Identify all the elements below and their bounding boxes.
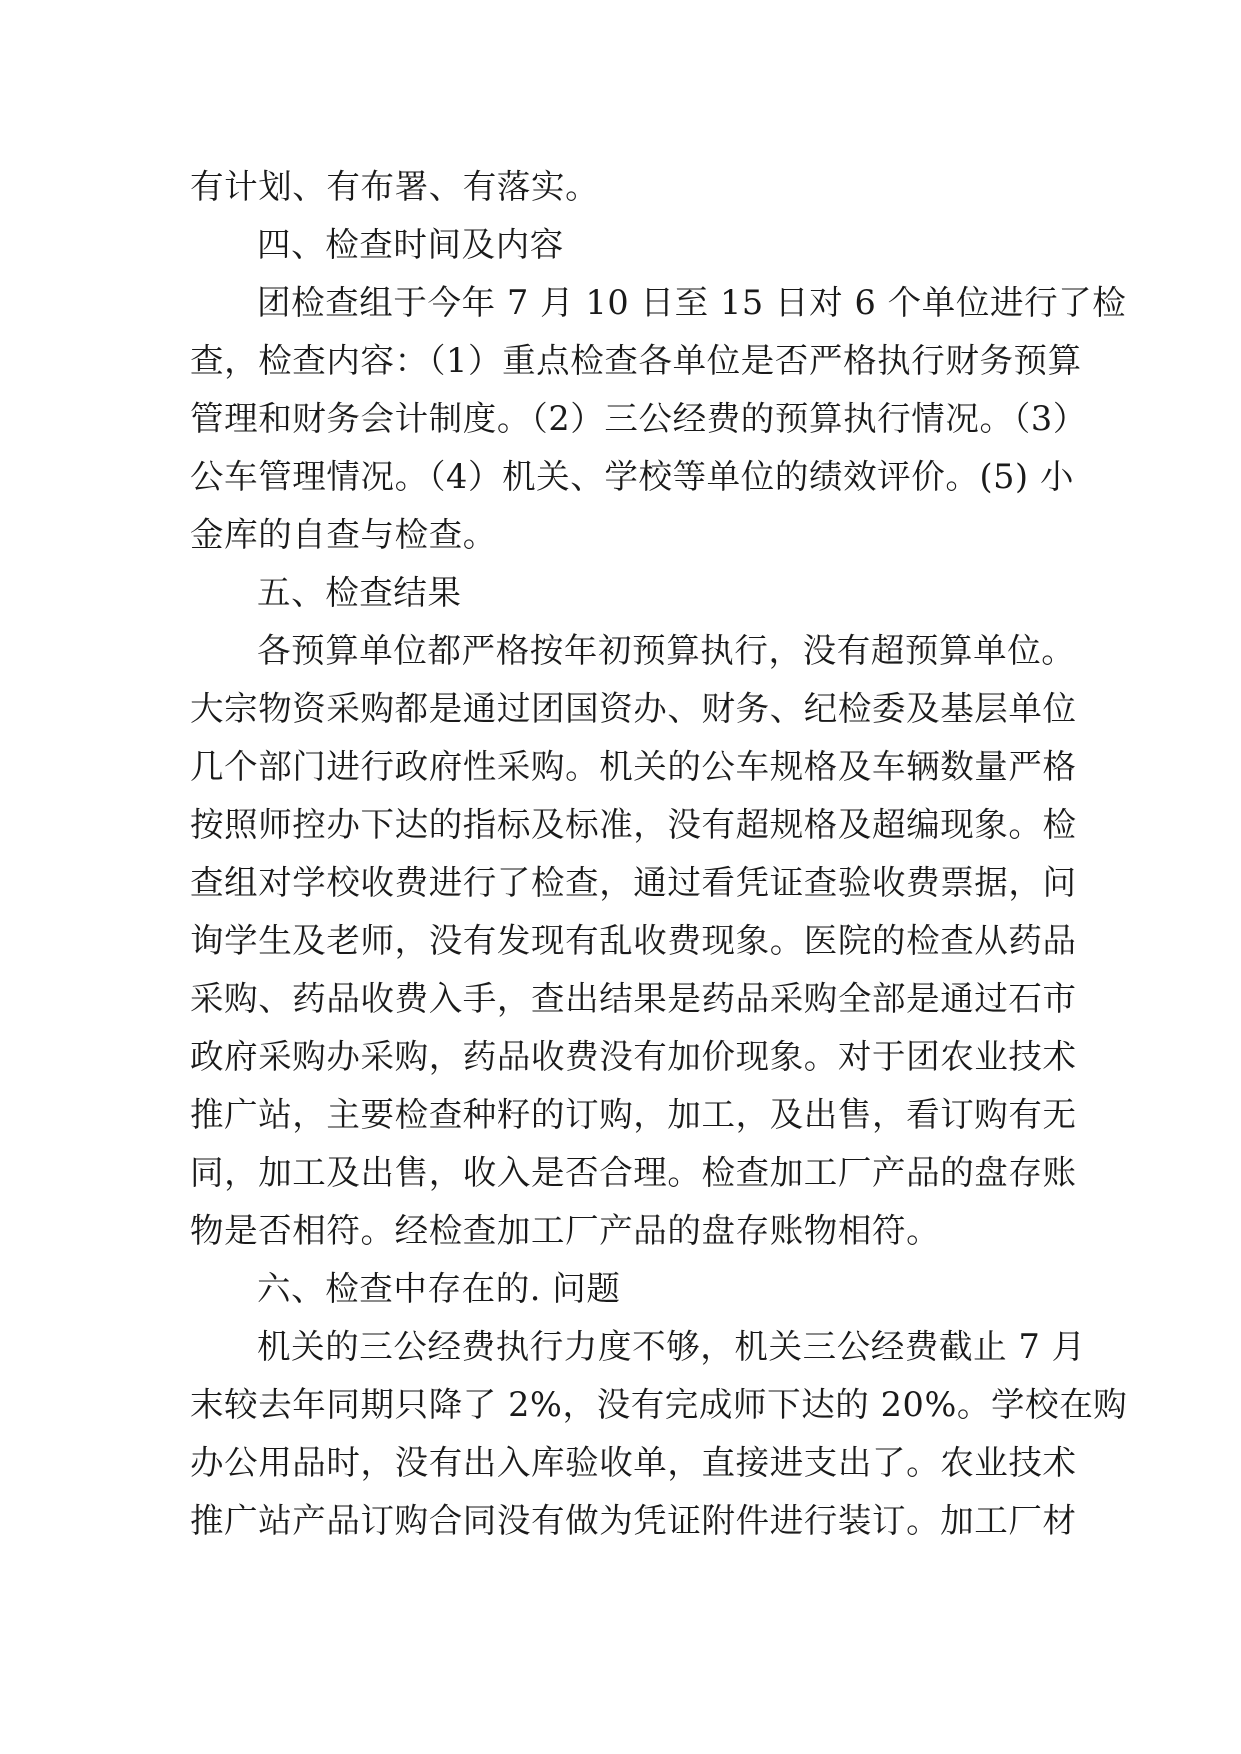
- document-body: [190, 158, 1128, 1550]
- section-heading-problems: 六、检查中存在的. 问题: [257, 1269, 621, 1308]
- paragraph-line: 有计划、有布署、有落实。: [190, 167, 600, 206]
- paragraph-line: 公车管理情况。（4）机关、学校等单位的绩效评价。(5) 小: [190, 457, 1075, 496]
- paragraph-line: 查组对学校收费进行了检查，通过看凭证查验收费票据，问: [190, 863, 1077, 902]
- paragraph-line: 末较去年同期只降了 2%，没有完成师下达的 20%。学校在购: [190, 1385, 1128, 1424]
- paragraph-line: 机关的三公经费执行力度不够，机关三公经费截止 7 月: [257, 1327, 1086, 1366]
- paragraph-line: 政府采购办采购，药品收费没有加价现象。对于团农业技术: [190, 1037, 1077, 1076]
- section-heading-inspection-results: 五、检查结果: [257, 573, 462, 612]
- paragraph-line: 按照师控办下达的指标及标准，没有超规格及超编现象。检: [190, 805, 1077, 844]
- paragraph-line: 询学生及老师，没有发现有乱收费现象。医院的检查从药品: [190, 921, 1077, 960]
- section-heading-inspection-time: 四、检查时间及内容: [257, 225, 564, 264]
- paragraph-line: 采购、药品收费入手，查出结果是药品采购全部是通过石市: [190, 979, 1077, 1018]
- paragraph-line: 推广站，主要检查种籽的订购，加工，及出售，看订购有无: [190, 1095, 1077, 1134]
- paragraph-line: 查，检查内容：（1）重点检查各单位是否严格执行财务预算: [190, 341, 1082, 380]
- paragraph-line: 大宗物资采购都是通过团国资办、财务、纪检委及基层单位: [190, 689, 1077, 728]
- paragraph-line: 同，加工及出售，收入是否合理。检查加工厂产品的盘存账: [190, 1153, 1077, 1192]
- paragraph-line: 团检查组于今年 7 月 10 日至 15 日对 6 个单位进行了检: [257, 283, 1127, 322]
- paragraph-line: 办公用品时，没有出入库验收单，直接进支出了。农业技术: [190, 1443, 1077, 1482]
- paragraph-line: 各预算单位都严格按年初预算执行，没有超预算单位。: [257, 631, 1076, 670]
- paragraph-line: 管理和财务会计制度。（2）三公经费的预算执行情况。（3）: [190, 399, 1087, 438]
- paragraph-line: 几个部门进行政府性采购。机关的公车规格及车辆数量严格: [190, 747, 1077, 786]
- paragraph-line: 金库的自查与检查。: [190, 515, 497, 554]
- paragraph-line: 物是否相符。经检查加工厂产品的盘存账物相符。: [190, 1211, 941, 1250]
- paragraph-line: 推广站产品订购合同没有做为凭证附件进行装订。加工厂材: [190, 1501, 1077, 1540]
